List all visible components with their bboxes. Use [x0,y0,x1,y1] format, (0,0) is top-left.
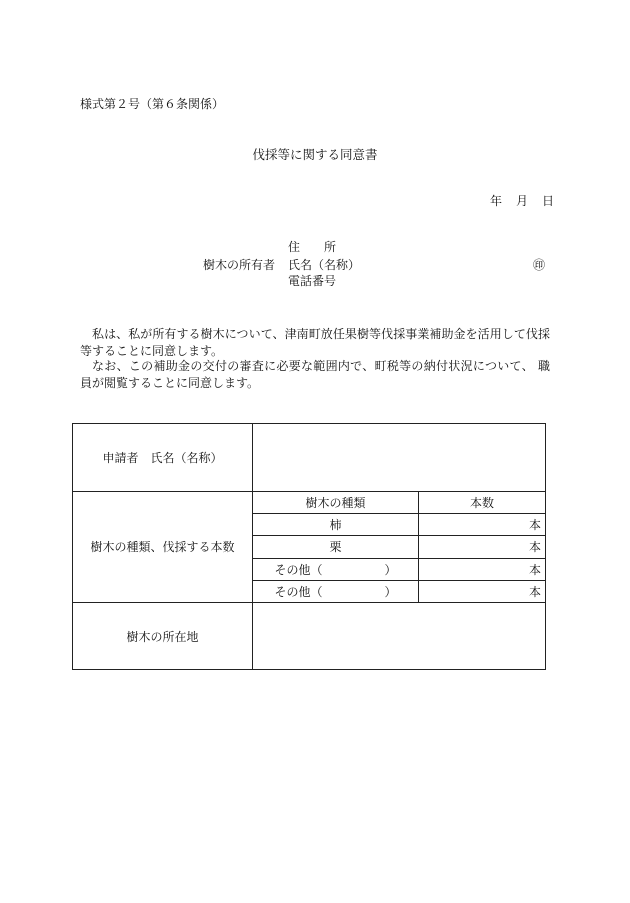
trees-label: 樹木の種類、伐採する本数 [73,491,253,602]
date-year-label: 年 [490,194,503,208]
application-table [72,423,546,670]
consent-paragraph-2: なお、この補助金の交付の審査に必要な範囲内で、町税等の納付状況について、 職員が閲覧することに同意します。 [80,359,550,390]
location-field[interactable] [253,603,546,670]
tree-count-field[interactable]: 本 [419,558,546,580]
date-month-label: 月 [516,194,529,208]
tree-type-chestnut: 栗 [253,536,419,558]
document-title: 伐採等に関する同意書 [252,147,378,162]
other-prefix: その他（ [274,562,323,577]
tree-count-field[interactable]: 本 [419,536,546,558]
owner-label: 樹木の所有者 [203,258,276,272]
name-label: 氏名（名称） [288,258,361,272]
applicant-name-field[interactable] [253,424,546,492]
other-suffix: ） [384,585,397,599]
tree-type-other[interactable] [253,580,419,602]
phone-label: 電話番号 [288,274,337,288]
consent-paragraph-1: 私は、私が所有する樹木について、津南町放任果樹等伐採事業補助金を活用して伐採等することに同意します。 [80,327,550,358]
applicant-row [73,424,546,492]
location-row [73,603,546,670]
tree-type-other[interactable] [253,558,419,580]
date-line [490,192,554,209]
form-number: 様式第２号（第６条関係） [80,97,225,111]
tree-type-persimmon: 柿 [253,514,419,536]
address-label: 住 所 [288,240,337,254]
tree-count-field[interactable]: 本 [419,514,546,536]
tree-count-field[interactable]: 本 [419,580,546,602]
tree-header-row [73,491,546,513]
col-header-count: 本数 [419,491,546,513]
other-suffix: ） [384,562,397,577]
seal-mark: ㊞ [533,258,546,272]
col-header-type: 樹木の種類 [253,491,419,513]
other-prefix: その他（ [274,585,323,599]
applicant-label: 申請者 氏名（名称） [73,424,253,492]
location-label: 樹木の所在地 [73,603,253,670]
date-day-label: 日 [542,194,555,208]
